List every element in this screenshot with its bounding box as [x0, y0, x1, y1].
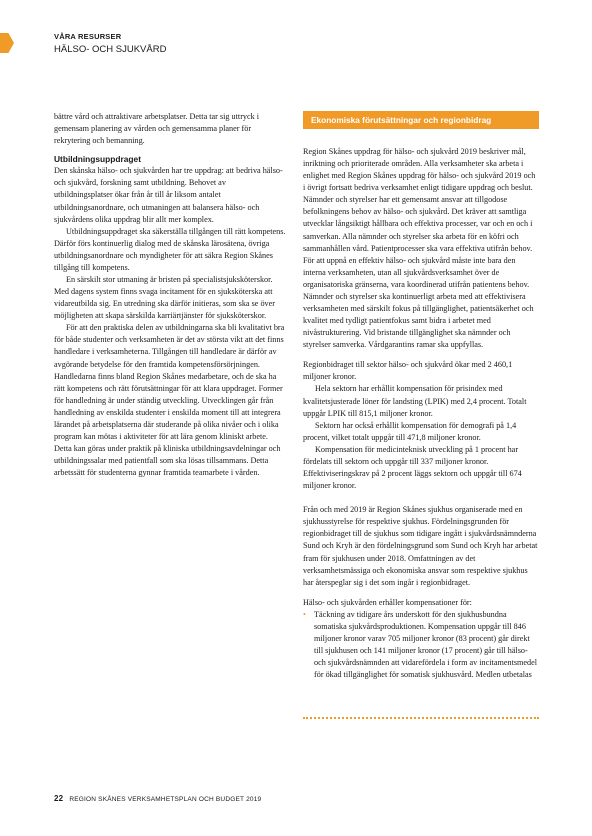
- subheading-utbildningsuppdraget: Utbildningsuppdraget: [54, 154, 141, 165]
- left-paragraph-4: En särskilt stor utmaning är bristen på specialistsjuksköterskor. Med dagens system finns svaga incitament för en sjuksköterska att vidareutbilda sig. En utredning ska därför initieras, som ska se över möjligheten att skapa särskilda karriärtjänster för sjuksköterskor.: [54, 275, 276, 321]
- left-paragraph-3: Utbildningsuppdraget ska säkerställa tillgången till rätt kompetens. Därför förs kontinuerlig dialog med de skånska lärosätena, övriga utbildningsanordnare och myndigheter för att säkra Region Skånes tillgång till kompetens.: [54, 226, 286, 272]
- right-paragraph-3: Hela sektorn har erhållit kompensation för prisindex med kvalitetsjusterade löner för landsting (LPIK) med 2,4 procent. Totalt uppgår LPIK till 815,1 miljoner kronor.: [303, 384, 527, 418]
- right-paragraph-2: Regionbidraget till sektor hälso- och sjukvård ökar med 2 460,1 miljoner kronor.: [303, 360, 513, 382]
- page-footer: [54, 794, 261, 803]
- right-paragraph-5: Kompensation för medicinteknisk utveckling på 1 procent har fördelats till sektorn och uppgår till 337 miljoner kronor. Effektiviseringskrav på 2 procent läggs sektorn och uppgår till 674 miljoner kronor.: [303, 444, 522, 491]
- dotted-divider: [303, 717, 539, 719]
- page-number: 22: [54, 794, 64, 803]
- list-item: • Täckning av tidigare års underskott för den sjukhusbundna somatiska sjukvårdsproduktionen. Kompensation uppgår till 846 miljoner kronor varav 705 miljoner kronor (83 procent) går direkt till sjukhusen och 141 miljoner kronor (17 procent) går till hälso- och sjukvårdsnämnden att vidarefördela i form av incitamentsmedel för ökad tillgänglighet för somatisk sjukhusvård. Medlen utbetalas: [303, 609, 539, 681]
- left-column: [54, 111, 286, 479]
- left-paragraph-5: För att den praktiska delen av utbildningarna ska bli kvalitativt bra för både studenter och verksamheten är det av största vikt att det finns handledare i verksamheterna. Tillgången till handledare är därför av avgörande betydelse för den framtida kompetensförsörjningen. Handledarna finns bland Region Skånes medarbetare, och de ska ha rätt kompetens och rätt förutsättningar för att klara uppdraget. Former för handledning är under ständig utveckling. Utvecklingen går från handledning av enskilda studenter i enskilda moment till att integrera lärandet på arbetsplatserna där studerande på olika nivåer och i olika program kan mötas i aktiviteter för att lära genom kliniskt arbete. Detta kan göras under praktik på kliniska utbildningsavdelningar och utbildningssalar med patientfall som ska lösas tillsammans. Detta arbetssätt för studenterna gynnar framtida teamarbete i vården.: [54, 323, 285, 478]
- right-paragraph-1: Region Skånes uppdrag för hälso- och sjukvård 2019 beskriver mål, inriktning och prioriterade områden. Alla verksamheter ska arbeta i enlighet med Region Skånes uppdrag för hälso- och sjukvård 2019 och i övrigt fortsatt bedriva verksamhet enligt tidigare uppdrag och beslut. Nämnder och styrelser har ett gemensamt ansvar att tillgodose befolkningens behov av hälso- och sjukvård. Det kräver att samtliga utvecklar långsiktigt hållbara och effektiva processer, var och en och i samverkan. Alla nämnder och styrelser ska arbeta för en köfri och sammanhållen vård. Patientprocesser ska vara effektiva utifrån behov. För att uppnå en effektiv hälso- och sjukvård måste inte bara den interna verksamheten, utan all sjukvårdsverksamhet över de organisatoriska gränserna, vara koordinerad utifrån patientens behov. Nämnder och styrelser ska kontinuerligt arbeta med att effektivisera verksamheten med särskilt fokus på tillgänglighet, patientsäkerhet och kvalitet med tydligt patientfokus samt bidra i arbetet med nivåstrukturering. Vid bristande tillgänglighet ska nämnder och styrelser samverka. Vårdgarantins ramar ska uppfyllas.: [303, 147, 536, 350]
- section-title: HÄLSO- OCH SJUKVÅRD: [54, 44, 167, 55]
- footer-text: REGION SKÅNES VERKSAMHETSPLAN OCH BUDGET 2019: [69, 796, 262, 803]
- section-tab-marker: [0, 33, 14, 53]
- right-paragraph-4: Sektorn har också erhållit kompensation för demografi på 1,4 procent, vilket totalt uppgår till 471,8 miljoner kronor.: [303, 420, 517, 442]
- left-paragraph-1: bättre vård och attraktivare arbetsplatser. Detta tar sig uttryck i gemensam planering av vården och gemensamma planer för rekrytering och bemanning.: [54, 112, 260, 146]
- right-paragraph-6: Från och med 2019 är Region Skånes sjukhus organiserade med en sjukhusstyrelse för respektive sjukhus. Fördelningsgrunden för regionbidraget till de sjukhus som tidigare ingått i sjukvårdsnämnderna Sund och Kryh är den fördelningsgrund som Sund och Kryh har arbetat fram för sjukhusen under 2018. Omfattningen av det verksamhetsmässiga och ekonomiska ansvar som respektive sjukhus har återspeglar sig i det som ingår i regionbidraget.: [303, 505, 538, 587]
- compensation-list: [303, 609, 539, 681]
- section-label: VÅRA RESURSER: [54, 32, 122, 41]
- box-heading-ekonomiska: Ekonomiska förutsättningar och regionbidrag: [303, 111, 539, 129]
- left-paragraph-2: Den skånska hälso- och sjukvården har tre uppdrag: att bedriva hälso- och sjukvård, forskning samt utbildning. Behovet av utbildningsplatser ökar från år till år liksom antalet utbildningsanordnare, och utmaningen att balansera hälso- och sjukvårdens olika uppdrag blir allt mer komplex.: [54, 166, 283, 224]
- right-paragraph-7: Hälso- och sjukvården erhåller kompensationer för:: [303, 597, 472, 607]
- right-column: [303, 111, 539, 681]
